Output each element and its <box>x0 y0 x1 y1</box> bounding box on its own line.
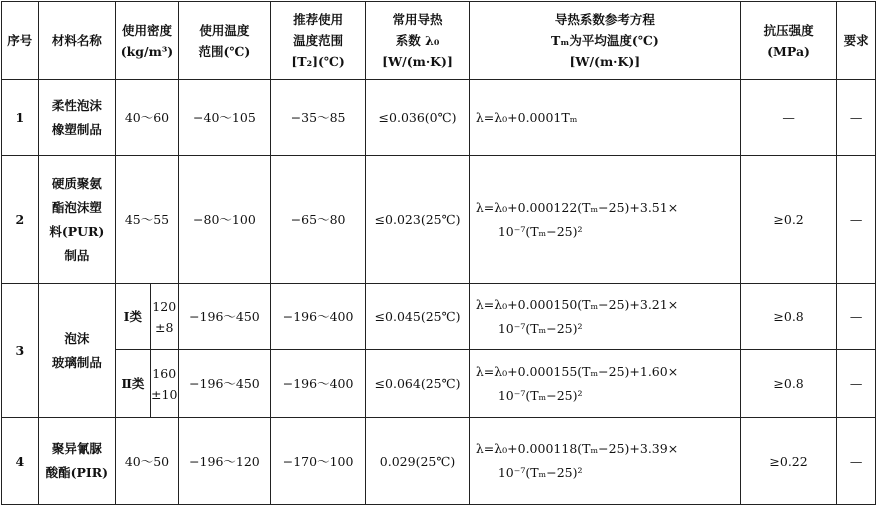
strength-value: ≥0.2 <box>740 156 836 284</box>
temp-range-value: −40～105 <box>178 80 270 156</box>
class-label: Ⅱ类 <box>116 350 151 418</box>
recommended-temp-value: −196～400 <box>270 284 365 350</box>
table-row <box>2 350 876 418</box>
temp-range-value: −196～450 <box>178 350 270 418</box>
equation-value: λ=λ₀+0.0001Tₘ <box>469 80 740 156</box>
header-temp-range: 使用温度 范围(℃) <box>178 2 270 80</box>
strength-value: — <box>740 80 836 156</box>
strength-value: ≥0.22 <box>740 418 836 505</box>
conductivity-value: 0.029(25℃) <box>366 418 470 505</box>
class-label: Ⅰ类 <box>116 284 151 350</box>
requirement-value: — <box>837 350 876 418</box>
header-material: 材料名称 <box>38 2 115 80</box>
recommended-temp-value: −35～85 <box>270 80 365 156</box>
density-value: 40～50 <box>116 418 179 505</box>
header-equation: 导热系数参考方程 Tₘ为平均温度(℃) [W/(m·K)] <box>469 2 740 80</box>
header-no: 序号 <box>2 2 39 80</box>
requirement-value: — <box>837 418 876 505</box>
table-row <box>2 418 876 505</box>
conductivity-value: ≤0.036(0℃) <box>366 80 470 156</box>
material-name: 柔性泡沫 橡塑制品 <box>38 80 115 156</box>
header-strength: 抗压强度 (MPa) <box>740 2 836 80</box>
table-row <box>2 284 876 350</box>
material-name: 泡沫 玻璃制品 <box>38 284 115 418</box>
insulation-materials-table <box>1 1 876 505</box>
row-no: 2 <box>2 156 39 284</box>
header-conductivity: 常用导热 系数 λ₀ [W/(m·K)] <box>366 2 470 80</box>
table-row <box>2 80 876 156</box>
row-no: 4 <box>2 418 39 505</box>
header-recommended-temp: 推荐使用 温度范围 [T₂](℃) <box>270 2 365 80</box>
density-value: 45～55 <box>116 156 179 284</box>
density-value: 40～60 <box>116 80 179 156</box>
requirement-value: — <box>837 284 876 350</box>
requirement-value: — <box>837 80 876 156</box>
density-value: 160 ±10 <box>150 350 178 418</box>
equation-value: λ=λ₀+0.000155(Tₘ−25)+1.60× 10⁻⁷(Tₘ−25)² <box>469 350 740 418</box>
recommended-temp-value: −170～100 <box>270 418 365 505</box>
table-row <box>2 156 876 284</box>
row-no: 3 <box>2 284 39 418</box>
conductivity-value: ≤0.023(25℃) <box>366 156 470 284</box>
strength-value: ≥0.8 <box>740 284 836 350</box>
conductivity-value: ≤0.064(25℃) <box>366 350 470 418</box>
material-name: 硬质聚氨 酯泡沫塑 料(PUR) 制品 <box>38 156 115 284</box>
conductivity-value: ≤0.045(25℃) <box>366 284 470 350</box>
recommended-temp-value: −65～80 <box>270 156 365 284</box>
density-value: 120 ±8 <box>150 284 178 350</box>
recommended-temp-value: −196～400 <box>270 350 365 418</box>
equation-value: λ=λ₀+0.000118(Tₘ−25)+3.39× 10⁻⁷(Tₘ−25)² <box>469 418 740 505</box>
header-density: 使用密度 (kg/m³) <box>116 2 179 80</box>
header-requirement: 要求 <box>837 2 876 80</box>
temp-range-value: −196～450 <box>178 284 270 350</box>
header-row <box>2 2 876 80</box>
row-no: 1 <box>2 80 39 156</box>
temp-range-value: −196～120 <box>178 418 270 505</box>
strength-value: ≥0.8 <box>740 350 836 418</box>
equation-value: λ=λ₀+0.000122(Tₘ−25)+3.51× 10⁻⁷(Tₘ−25)² <box>469 156 740 284</box>
equation-value: λ=λ₀+0.000150(Tₘ−25)+3.21× 10⁻⁷(Tₘ−25)² <box>469 284 740 350</box>
temp-range-value: −80～100 <box>178 156 270 284</box>
requirement-value: — <box>837 156 876 284</box>
material-name: 聚异氰脲 酸酯(PIR) <box>38 418 115 505</box>
